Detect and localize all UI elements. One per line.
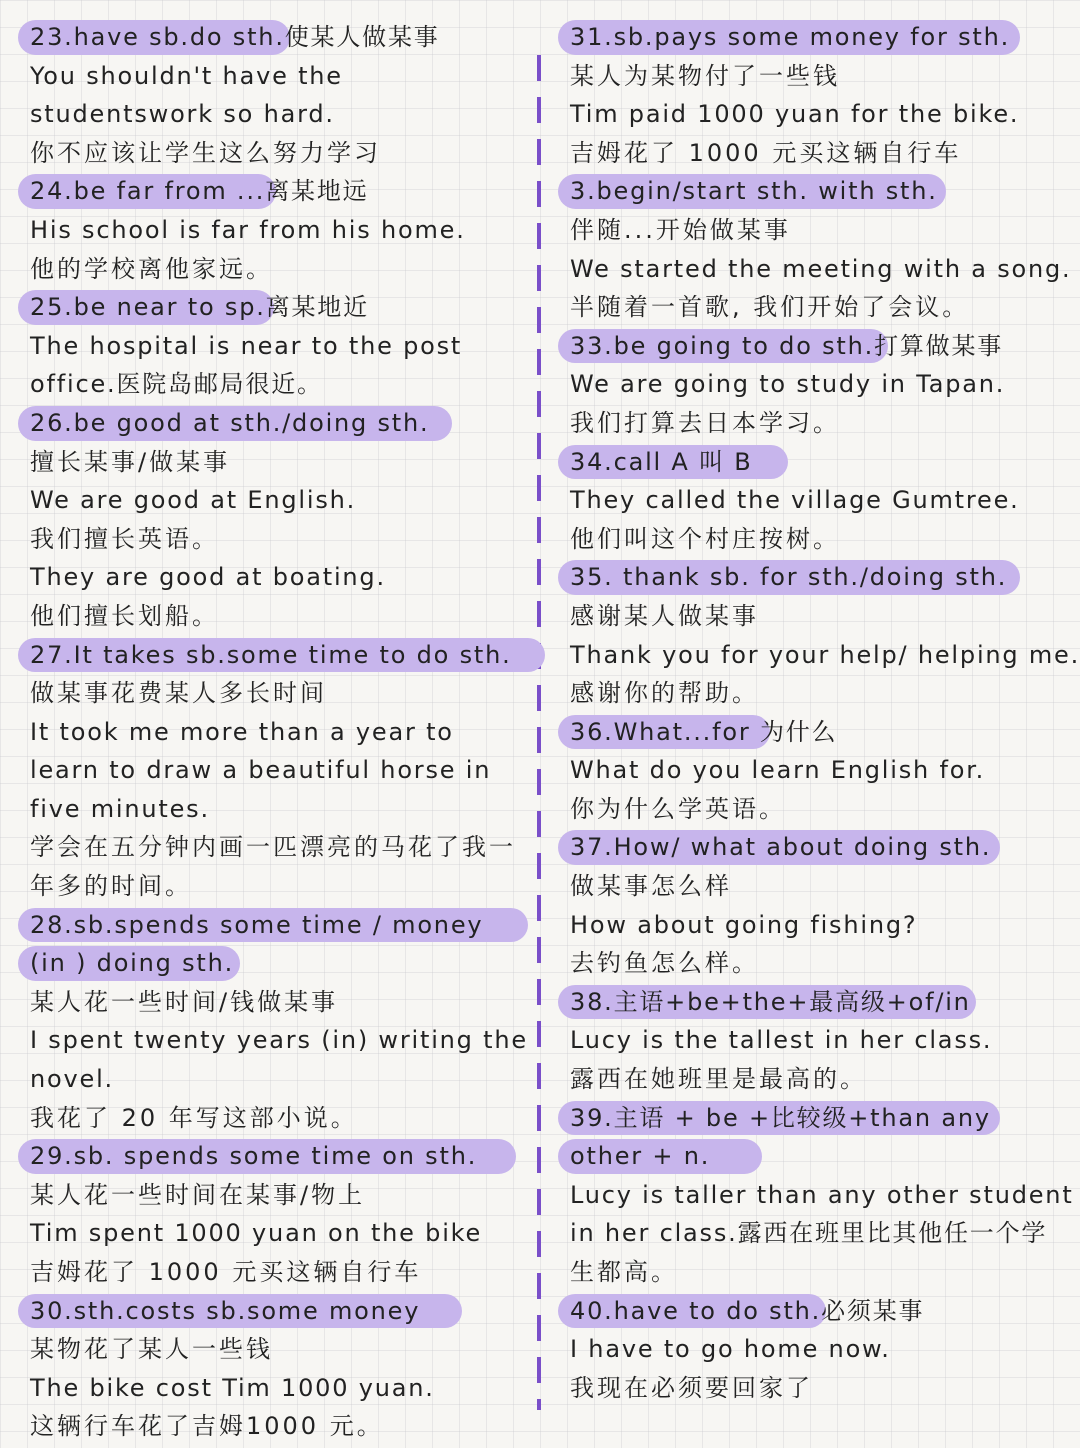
line-text: 做某事怎么样 (570, 872, 732, 901)
phrase-heading (558, 1099, 1080, 1138)
line-text: Tim spent 1000 yuan on the bike (30, 1219, 483, 1248)
phrase-heading (18, 18, 528, 57)
line-text: 学会在五分钟内画一匹漂亮的马花了我一 (30, 833, 516, 862)
line-text: 他们擅长划船。 (30, 601, 219, 630)
phrase-heading (558, 1137, 1080, 1176)
note-line (18, 57, 528, 96)
note-line (558, 134, 1080, 173)
note-line (558, 288, 1080, 327)
line-text: learn to draw a beautiful horse in (30, 756, 492, 785)
note-line (558, 481, 1080, 520)
line-text: 30.sth.costs sb.some money (30, 1296, 421, 1325)
line-text: other + n. (570, 1142, 711, 1171)
note-line (18, 713, 528, 752)
line-text: 我现在必须要回家了 (570, 1373, 813, 1402)
line-text: studentswork so hard. (30, 100, 335, 129)
line-text: 某人为某物付了一些钱 (570, 61, 840, 90)
note-line (18, 867, 528, 906)
left-column (18, 18, 528, 1446)
note-line (18, 134, 528, 173)
phrase-heading (18, 172, 528, 211)
note-line (18, 790, 528, 829)
note-line (558, 365, 1080, 404)
note-line (558, 1253, 1080, 1292)
line-text: five minutes. (30, 794, 210, 823)
line-text: 生都高。 (570, 1258, 678, 1286)
line-text: 27.It takes sb.some time to do sth. (30, 640, 512, 669)
note-line (18, 1330, 528, 1369)
line-text: Lucy is taller than any other student (570, 1180, 1074, 1209)
line-text: 擅长某事/做某事 (30, 447, 231, 476)
phrase-heading (558, 172, 1080, 211)
phrase-heading (558, 18, 1080, 57)
right-column (558, 18, 1080, 1407)
phrase-heading (558, 713, 1080, 752)
line-text: 伴随...开始做某事 (570, 215, 791, 244)
line-text: How about going fishing? (570, 910, 918, 939)
line-text: 我们打算去日本学习。 (570, 408, 840, 437)
line-text: in her class.露西在班里比其他任一个学 (570, 1219, 1048, 1248)
line-text: 吉姆花了 1000 元买这辆自行车 (30, 1258, 422, 1286)
line-text: I have to go home now. (570, 1335, 891, 1364)
note-line (558, 404, 1080, 443)
note-line (18, 481, 528, 520)
phrase-heading (18, 906, 528, 945)
phrase-heading (18, 404, 528, 443)
phrase-heading (558, 558, 1080, 597)
note-line (18, 1214, 528, 1253)
note-line (558, 1060, 1080, 1099)
phrase-heading (558, 327, 1080, 366)
line-text: novel. (30, 1065, 114, 1094)
line-text: 你为什么学英语。 (570, 794, 786, 823)
line-text: 感谢某人做某事 (570, 601, 759, 630)
line-text: 某物花了某人一些钱 (30, 1335, 273, 1364)
note-line (18, 443, 528, 482)
line-text: I spent twenty years (in) writing the (30, 1026, 528, 1055)
note-line (18, 597, 528, 636)
line-text: 我们擅长英语。 (30, 524, 219, 553)
line-text: Thank you for your help/ helping me. (570, 640, 1080, 669)
note-line (558, 944, 1080, 983)
line-text: 某人花一些时间/钱做某事 (30, 987, 339, 1016)
line-text: office.医院岛邮局很近。 (30, 370, 323, 399)
phrase-heading (18, 288, 528, 327)
note-line (558, 1330, 1080, 1369)
line-text: Lucy is the tallest in her class. (570, 1026, 993, 1055)
note-line (18, 1176, 528, 1215)
line-text: 去钓鱼怎么样。 (570, 949, 759, 978)
phrase-heading (18, 1292, 528, 1331)
line-text: 25.be near to sp.离某地近 (30, 293, 369, 322)
note-line (558, 250, 1080, 289)
phrase-heading (18, 636, 528, 675)
column-divider (537, 55, 541, 1410)
line-text: 做某事花费某人多长时间 (30, 679, 327, 708)
note-line (558, 1176, 1080, 1215)
phrase-heading (558, 443, 1080, 482)
line-text: Tim paid 1000 yuan for the bike. (570, 100, 1020, 129)
line-text: 35. thank sb. for sth./doing sth. (570, 563, 1008, 592)
note-line (558, 636, 1080, 675)
note-line (558, 520, 1080, 559)
note-line (558, 211, 1080, 250)
note-line (18, 983, 528, 1022)
line-text: 24.be far from ...离某地远 (30, 177, 369, 206)
line-text: 28.sb.spends some time / money (30, 910, 484, 939)
line-text: 23.have sb.do sth.使某人做某事 (30, 23, 440, 51)
note-line (558, 95, 1080, 134)
phrase-heading (558, 828, 1080, 867)
phrase-heading (558, 1292, 1080, 1331)
line-text: 感谢你的帮助。 (570, 679, 759, 708)
line-text: What do you learn English for. (570, 756, 986, 785)
note-line (18, 211, 528, 250)
phrase-heading (18, 944, 528, 983)
line-text: 半随着一首歌, 我们开始了会议。 (570, 293, 970, 322)
note-line (558, 597, 1080, 636)
note-line (558, 1214, 1080, 1253)
note-line (18, 250, 528, 289)
note-line (558, 751, 1080, 790)
note-line (18, 751, 528, 790)
line-text: It took me more than a year to (30, 717, 454, 746)
line-text: The hospital is near to the post (30, 331, 463, 360)
line-text: 某人花一些时间在某事/物上 (30, 1180, 366, 1209)
note-line (18, 95, 528, 134)
note-line (558, 906, 1080, 945)
line-text: 这辆行车花了吉姆1000 元。 (30, 1412, 384, 1441)
line-text: 40.have to do sth.必须某事 (570, 1296, 925, 1325)
line-text: 年多的时间。 (30, 872, 192, 901)
note-line (18, 1253, 528, 1292)
note-line (18, 674, 528, 713)
line-text: 39.主语 + be +比较级+than any (570, 1103, 991, 1132)
line-text: 34.call A 叫 B (570, 447, 753, 476)
note-line (18, 828, 528, 867)
line-text: We are good at English. (30, 486, 357, 515)
note-line (558, 790, 1080, 829)
note-line (18, 1021, 528, 1060)
line-text: 33.be going to do sth.打算做某事 (570, 331, 1004, 360)
note-line (558, 1369, 1080, 1408)
line-text: (in ) doing sth. (30, 949, 235, 978)
line-text: They called the village Gumtree. (570, 486, 1020, 515)
line-text: His school is far from his home. (30, 215, 466, 244)
line-text: 26.be good at sth./doing sth. (30, 408, 430, 437)
line-text: 37.How/ what about doing sth. (570, 833, 992, 862)
note-line (18, 558, 528, 597)
note-line (18, 520, 528, 559)
line-text: 他的学校离他家远。 (30, 254, 273, 283)
note-line (18, 1060, 528, 1099)
note-line (18, 365, 528, 404)
note-line (558, 1021, 1080, 1060)
line-text: 29.sb. spends some time on sth. (30, 1142, 478, 1171)
line-text: 3.begin/start sth. with sth. (570, 177, 938, 206)
line-text: 31.sb.pays some money for sth. (570, 23, 1011, 51)
line-text: You shouldn't have the (30, 61, 343, 90)
line-text: We started the meeting with a song. (570, 254, 1072, 283)
phrase-heading (558, 983, 1080, 1022)
phrase-heading (18, 1137, 528, 1176)
note-line (18, 1099, 528, 1138)
note-line (18, 327, 528, 366)
note-line (558, 674, 1080, 713)
line-text: They are good at boating. (30, 563, 386, 592)
note-line (558, 867, 1080, 906)
line-text: The bike cost Tim 1000 yuan. (30, 1373, 435, 1402)
line-text: 我花了 20 年写这部小说。 (30, 1103, 358, 1132)
line-text: 吉姆花了 1000 元买这辆自行车 (570, 138, 962, 167)
line-text: We are going to study in Tapan. (570, 370, 1006, 399)
note-line (18, 1407, 528, 1446)
note-line (18, 1369, 528, 1408)
note-line (558, 57, 1080, 96)
line-text: 露西在她班里是最高的。 (570, 1065, 867, 1094)
line-text: 38.主语+be+the+最高级+of/in (570, 987, 971, 1016)
line-text: 你不应该让学生这么努力学习 (30, 138, 381, 167)
line-text: 他们叫这个村庄按树。 (570, 524, 840, 553)
line-text: 36.What...for 为什么 (570, 717, 838, 746)
